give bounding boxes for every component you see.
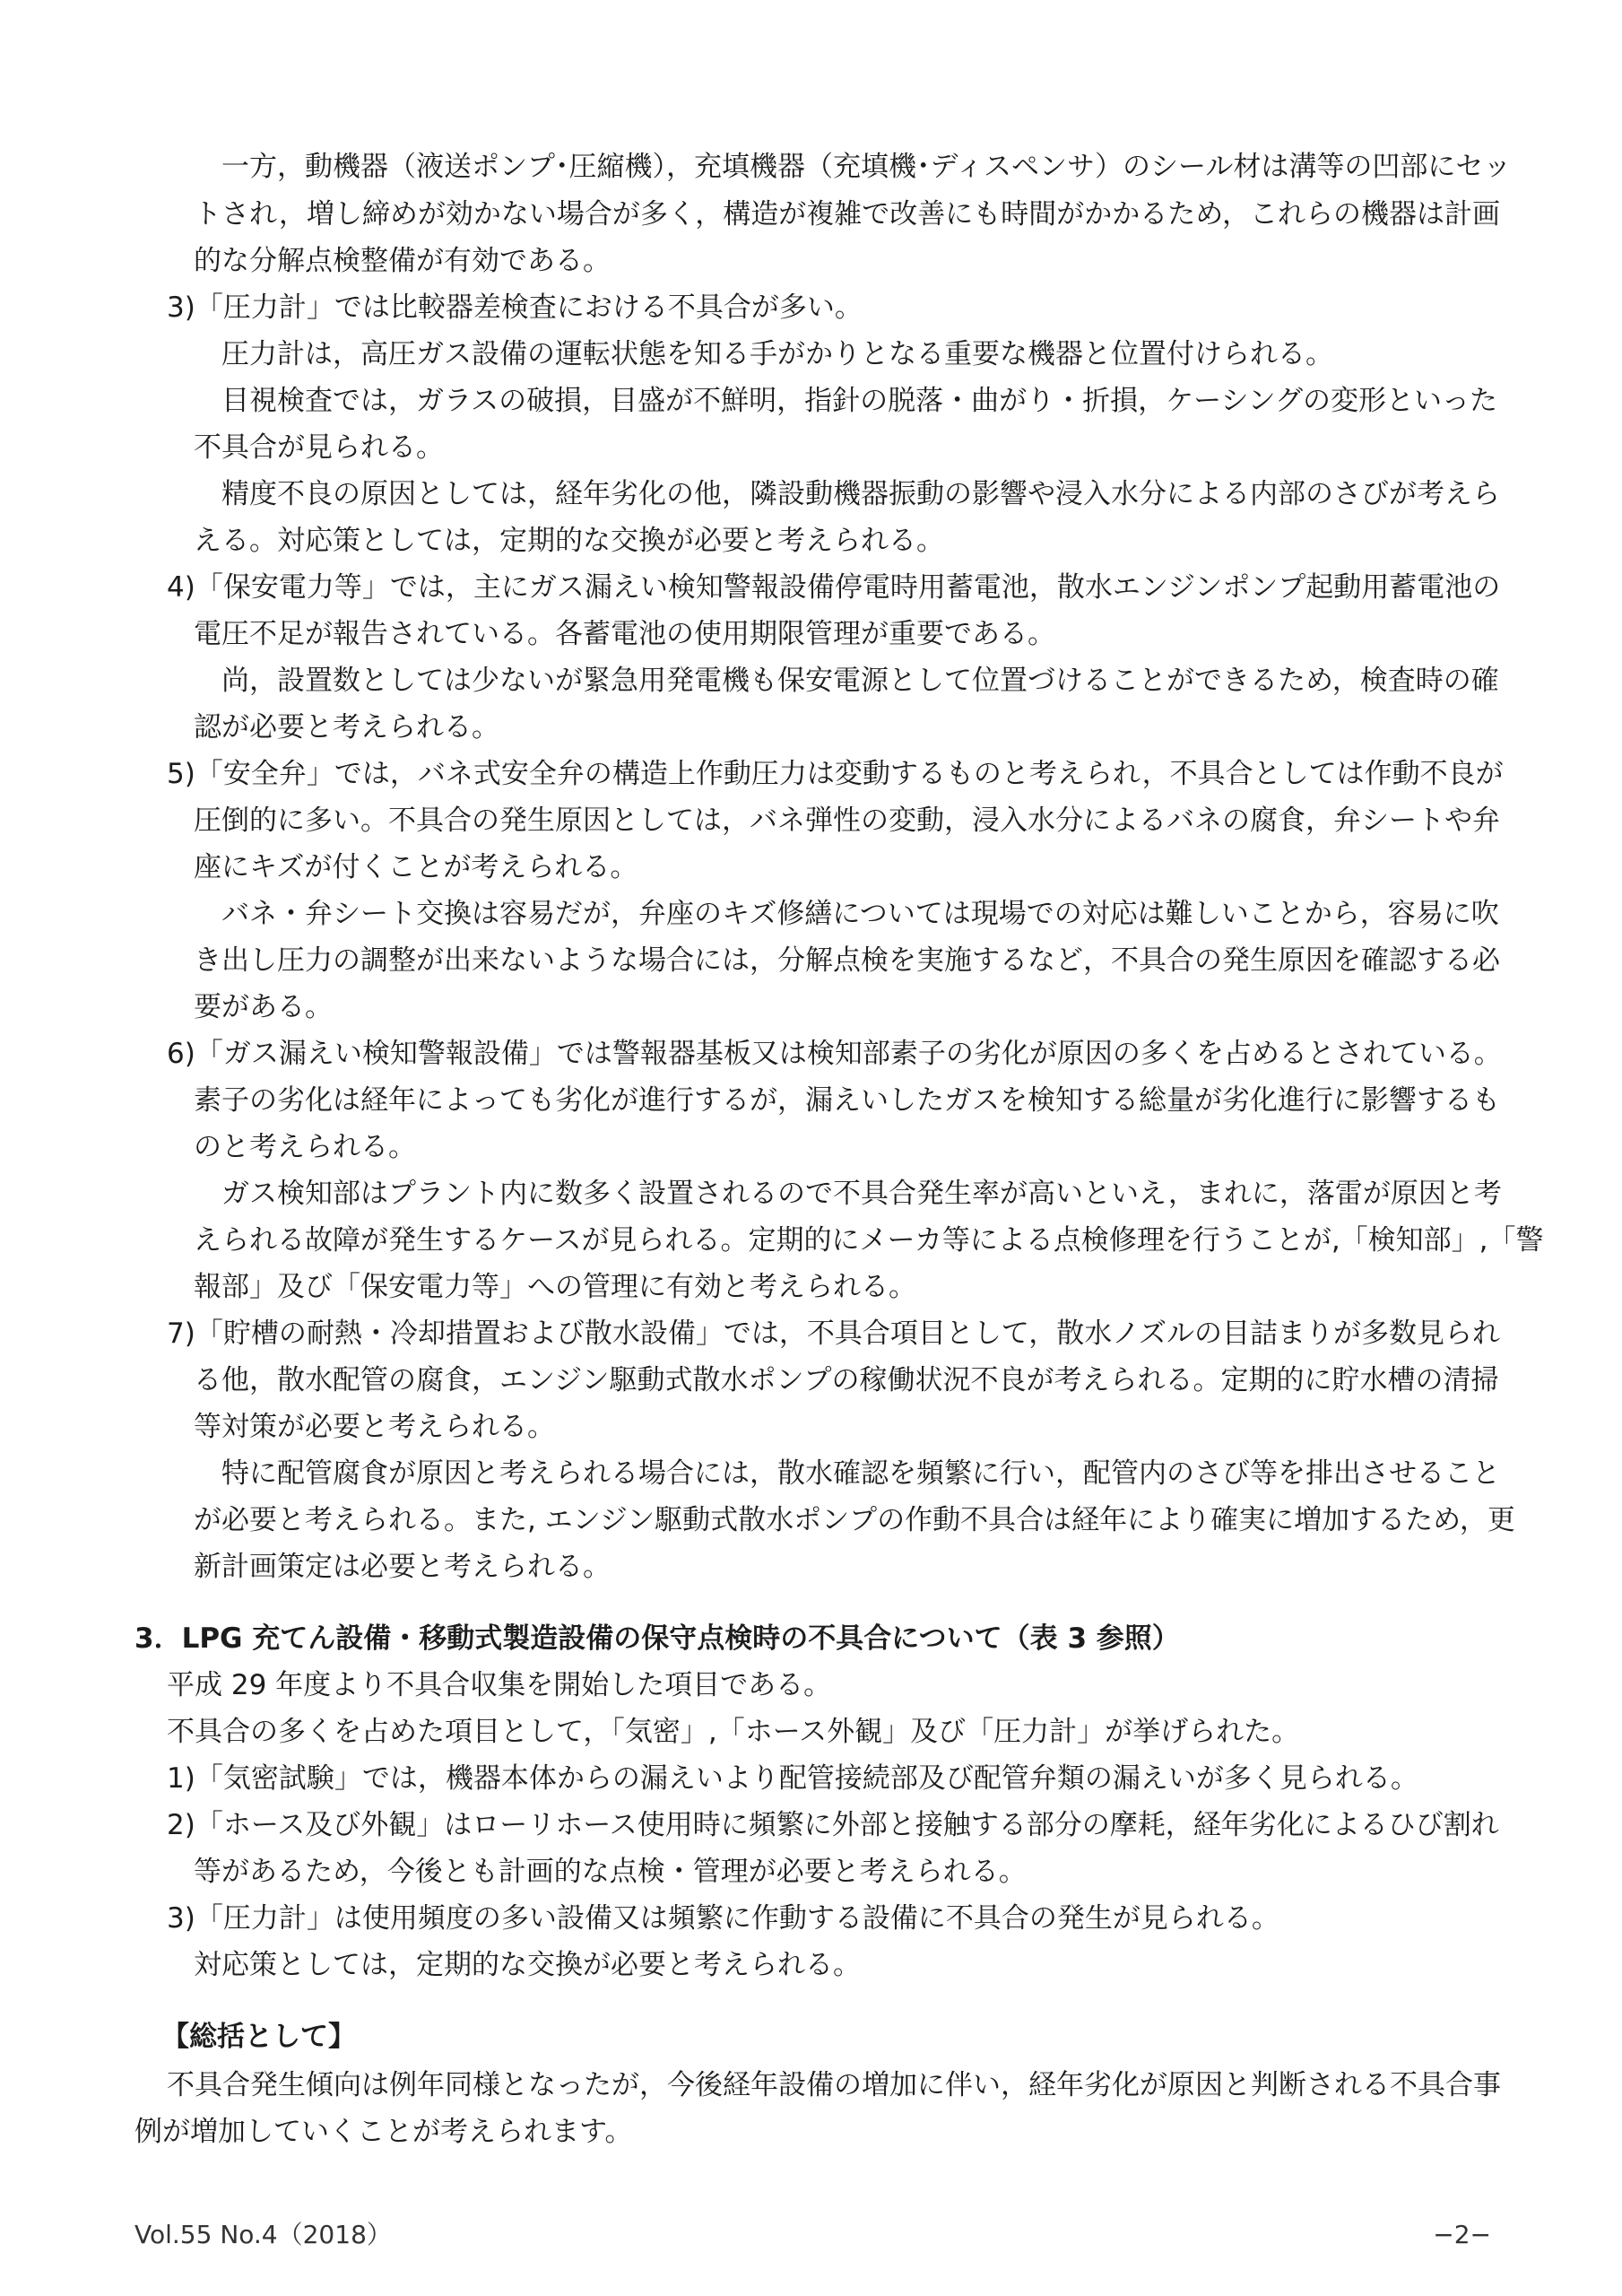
body-line: る他，散水配管の腐食，エンジン駆動式散水ポンプの稼働状況不良が考えられる。定期的に貯水槽の清掃 [194, 1364, 1499, 1396]
body-line: 平成 29 年度より不具合収集を開始した項目である。 [167, 1669, 832, 1701]
section-heading: 3．LPG 充てん設備・移動式製造設備の保守点検時の不具合について（表 3 参照） [134, 1622, 1180, 1655]
body-line: 認が必要と考えられる。 [194, 711, 499, 744]
body-line: 要がある。 [194, 991, 333, 1023]
body-line: 特に配管腐食が原因と考えられる場合には，散水確認を頻繁に行い，配管内のさび等を排出させること [221, 1457, 1500, 1490]
body-line: 圧倒的に多い。不具合の発生原因としては，バネ弾性の変動，浸入水分によるバネの腐食，弁シートや弁 [194, 804, 1500, 837]
list-item-heading: 1)「気密試験」では，機器本体からの漏えいより配管接続部及び配管弁類の漏えいが多く見られる。 [167, 1762, 1418, 1795]
list-item-heading: 6)「ガス漏えい検知警報設備」では警報器基板又は検知部素子の劣化が原因の多くを占めるとされている。 [167, 1038, 1502, 1070]
body-line: える。対応策としては，定期的な交換が必要と考えられる。 [194, 525, 944, 557]
body-line: 尚，設置数としては少ないが緊急用発電機も保安電源として位置づけることができるため，検査時の確 [221, 665, 1499, 697]
body-line: バネ・弁シート交換は容易だが，弁座のキズ修繕については現場での対応は難しいことから，容易に吹 [221, 898, 1499, 930]
body-line: 精度不良の原因としては，経年劣化の他，隣設動機器振動の影響や浸入水分による内部のさびが考えら [221, 478, 1500, 510]
body-line: 不具合が見られる。 [194, 431, 444, 464]
body-line: 的な分解点検整備が有効である。 [194, 245, 611, 277]
body-line: が必要と考えられる。また, エンジン駆動式散水ポンプの作動不具合は経年により確実に増加するため，更 [194, 1504, 1515, 1536]
body-line: 圧力計は，高圧ガス設備の運転状態を知る手がかりとなる重要な機器と位置付けられる。 [221, 338, 1333, 370]
body-line: 電圧不足が報告されている。各蓄電池の使用期限管理が重要である。 [194, 618, 1055, 650]
list-item-heading: 3)「圧力計」では比較器差検査における不具合が多い。 [167, 291, 863, 324]
footer-page-number: −2− [1433, 2220, 1491, 2249]
list-item-heading: 3)「圧力計」は使用頻度の多い設備又は頻繁に作動する設備に不具合の発生が見られる。 [167, 1902, 1279, 1935]
body-line: 新計画策定は必要と考えられる。 [194, 1551, 611, 1583]
body-line: えられる故障が発生するケースが見られる。定期的にメーカ等による点検修理を行うことが,「検知部」,「警 [194, 1224, 1544, 1257]
list-item-heading: 7)「貯槽の耐熱・冷却措置および散水設備」では，不具合項目として，散水ノズルの目詰まりが多数見られ [167, 1318, 1500, 1350]
list-item-heading: 4)「保安電力等」では，主にガス漏えい検知警報設備停電時用蓄電池，散水エンジンポンプ起動用蓄電池の [167, 571, 1501, 604]
body-line: 一方，動機器（液送ポンプ･圧縮機），充填機器（充填機･ディスペンサ）のシール材は溝等の凹部にセッ [221, 151, 1512, 183]
body-line: 不具合発生傾向は例年同様となったが，今後経年設備の増加に伴い，経年劣化が原因と判断される不具合事 [167, 2069, 1501, 2101]
body-line: ガス検知部はプラント内に数多く設置されるので不具合発生率が高いといえ，まれに，落雷が原因と考 [221, 1178, 1502, 1210]
list-item-heading: 2)「ホース及び外観」はローリホース使用時に頻繁に外部と接触する部分の摩耗，経年劣化によるひび割れ [167, 1809, 1499, 1841]
summary-heading: 【総括として】 [161, 2021, 356, 2053]
footer-volume: Vol.55 No.4（2018） [134, 2220, 392, 2249]
body-line: 例が増加していくことが考えられます。 [134, 2116, 633, 2148]
body-line: き出し圧力の調整が出来ないような場合には，分解点検を実施するなど，不具合の発生原因を確認する必 [194, 944, 1500, 977]
body-line: 素子の劣化は経年によっても劣化が進行するが，漏えいしたガスを検知する総量が劣化進行に影響するも [194, 1084, 1500, 1117]
body-line: 対応策としては，定期的な交換が必要と考えられる。 [194, 1949, 861, 1981]
body-line: のと考えられる。 [194, 1131, 416, 1163]
body-line: 不具合の多くを占めた項目として，「気密」,「ホース外観」及び「圧力計」が挙げられた。 [167, 1716, 1300, 1748]
body-line: トされ，増し締めが効かない場合が多く，構造が複雑で改善にも時間がかかるため，これらの機器は計画 [194, 198, 1500, 230]
body-line: 等があるため，今後とも計画的な点検・管理が必要と考えられる。 [194, 1856, 1027, 1888]
body-line: 報部」及び「保安電力等」への管理に有効と考えられる。 [194, 1271, 916, 1303]
list-item-heading: 5)「安全弁」では，バネ式安全弁の構造上作動圧力は変動するものと考えられ，不具合としては作動不良が [167, 758, 1504, 790]
body-line: 目視検査では，ガラスの破損，目盛が不鮮明，指針の脱落・曲がり・折損，ケーシングの変形といった [221, 385, 1498, 417]
body-line: 座にキズが付くことが考えられる。 [194, 851, 638, 883]
body-line: 等対策が必要と考えられる。 [194, 1411, 555, 1443]
